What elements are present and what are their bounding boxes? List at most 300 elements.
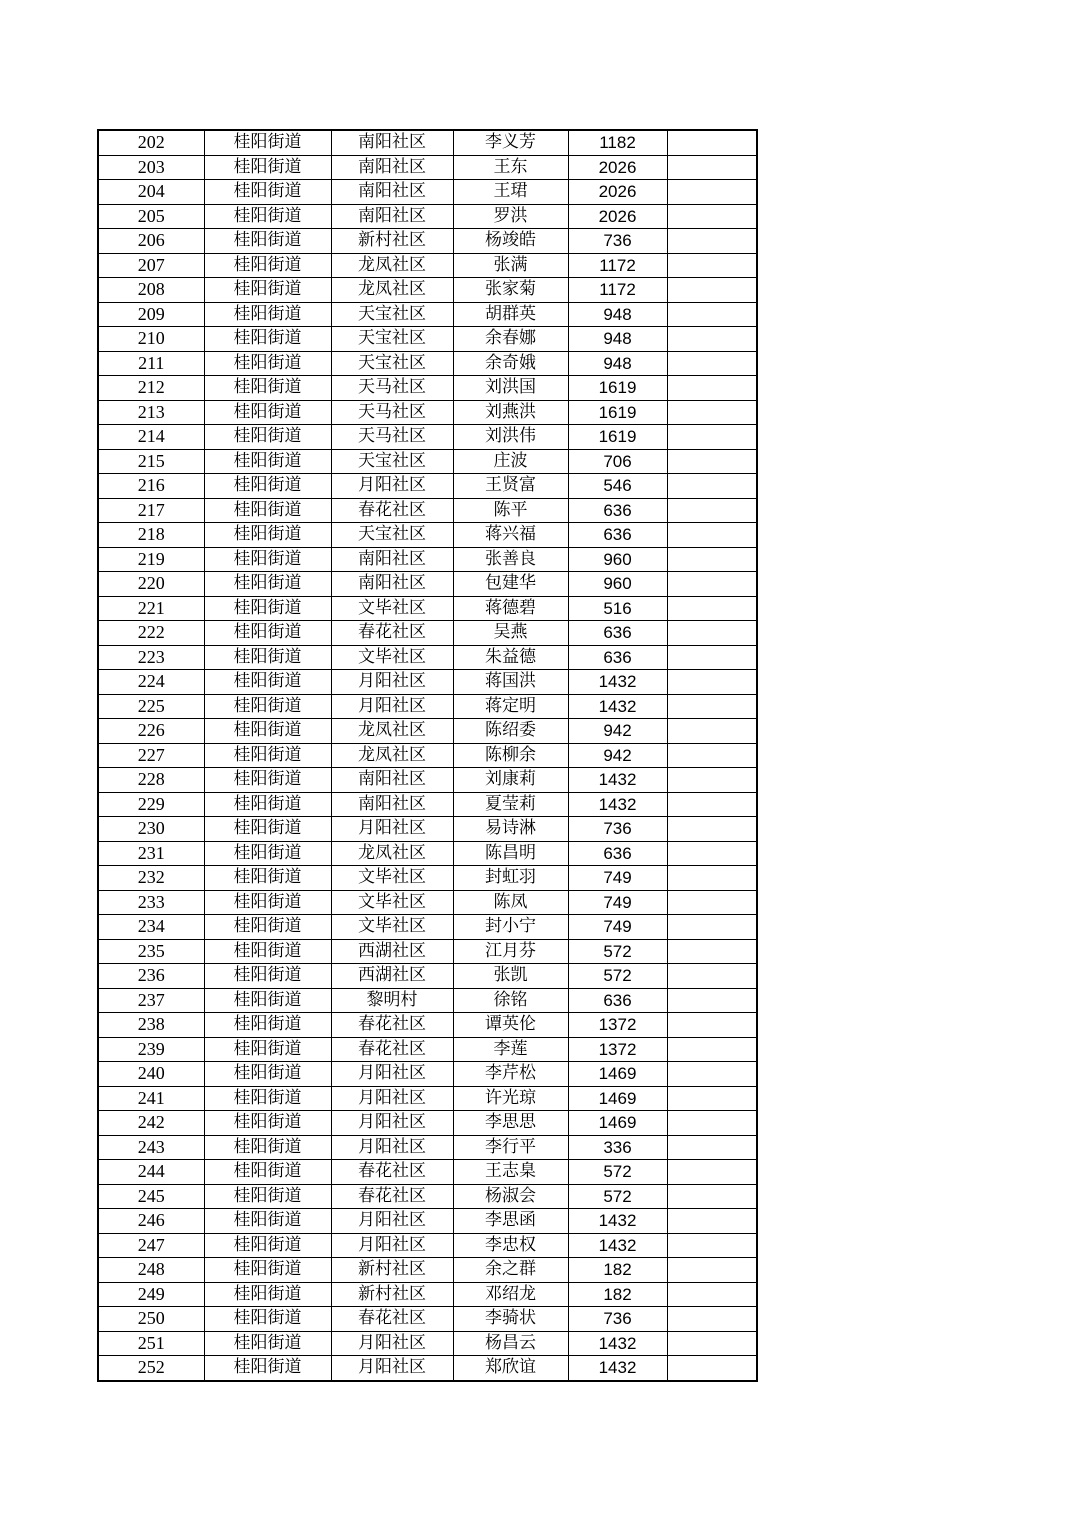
amount-cell: 942 (568, 743, 667, 768)
street-cell: 桂阳街道 (204, 890, 331, 915)
table-row (98, 841, 757, 866)
row-number-cell: 247 (98, 1233, 204, 1258)
amount-cell: 749 (568, 890, 667, 915)
amount-cell: 948 (568, 327, 667, 352)
table-row (98, 1184, 757, 1209)
name-cell: 许光琼 (453, 1086, 568, 1111)
row-number-cell: 213 (98, 400, 204, 425)
table-row (98, 523, 757, 548)
amount-cell: 1372 (568, 1013, 667, 1038)
row-number-cell: 202 (98, 130, 204, 155)
table-row (98, 817, 757, 842)
remark-cell (667, 817, 757, 842)
community-cell: 春花社区 (331, 1037, 453, 1062)
street-cell: 桂阳街道 (204, 1209, 331, 1234)
community-cell: 月阳社区 (331, 1233, 453, 1258)
remark-cell (667, 743, 757, 768)
name-cell: 张凯 (453, 964, 568, 989)
remark-cell (667, 964, 757, 989)
remark-cell (667, 915, 757, 940)
row-number-cell: 236 (98, 964, 204, 989)
remark-cell (667, 278, 757, 303)
remark-cell (667, 890, 757, 915)
table-body (98, 130, 757, 1381)
table-row (98, 1356, 757, 1381)
remark-cell (667, 694, 757, 719)
remark-cell (667, 449, 757, 474)
row-number-cell: 218 (98, 523, 204, 548)
street-cell: 桂阳街道 (204, 964, 331, 989)
remark-cell (667, 939, 757, 964)
table-row (98, 1282, 757, 1307)
name-cell: 刘洪国 (453, 376, 568, 401)
remark-cell (667, 866, 757, 891)
row-number-cell: 248 (98, 1258, 204, 1283)
row-number-cell: 251 (98, 1331, 204, 1356)
street-cell: 桂阳街道 (204, 1356, 331, 1381)
street-cell: 桂阳街道 (204, 939, 331, 964)
community-cell: 月阳社区 (331, 670, 453, 695)
amount-cell: 546 (568, 474, 667, 499)
amount-cell: 572 (568, 939, 667, 964)
row-number-cell: 244 (98, 1160, 204, 1185)
community-cell: 天马社区 (331, 400, 453, 425)
remark-cell (667, 1062, 757, 1087)
amount-cell: 2026 (568, 155, 667, 180)
community-cell: 月阳社区 (331, 817, 453, 842)
street-cell: 桂阳街道 (204, 670, 331, 695)
name-cell: 刘康莉 (453, 768, 568, 793)
community-cell: 天马社区 (331, 425, 453, 450)
street-cell: 桂阳街道 (204, 596, 331, 621)
name-cell: 包建华 (453, 572, 568, 597)
name-cell: 李思函 (453, 1209, 568, 1234)
name-cell: 陈平 (453, 498, 568, 523)
street-cell: 桂阳街道 (204, 327, 331, 352)
table-row (98, 596, 757, 621)
remark-cell (667, 130, 757, 155)
table-row (98, 400, 757, 425)
table-row (98, 719, 757, 744)
name-cell: 杨淑会 (453, 1184, 568, 1209)
table-row (98, 866, 757, 891)
name-cell: 王志臬 (453, 1160, 568, 1185)
remark-cell (667, 474, 757, 499)
amount-cell: 1469 (568, 1086, 667, 1111)
amount-cell: 1432 (568, 1356, 667, 1381)
table-row (98, 155, 757, 180)
remark-cell (667, 1184, 757, 1209)
community-cell: 文毕社区 (331, 866, 453, 891)
row-number-cell: 207 (98, 253, 204, 278)
amount-cell: 1182 (568, 130, 667, 155)
amount-cell: 572 (568, 964, 667, 989)
street-cell: 桂阳街道 (204, 1331, 331, 1356)
row-number-cell: 210 (98, 327, 204, 352)
community-cell: 月阳社区 (331, 1135, 453, 1160)
name-cell: 封小宁 (453, 915, 568, 940)
row-number-cell: 252 (98, 1356, 204, 1381)
amount-cell: 736 (568, 229, 667, 254)
street-cell: 桂阳街道 (204, 498, 331, 523)
community-cell: 南阳社区 (331, 768, 453, 793)
amount-cell: 2026 (568, 204, 667, 229)
amount-cell: 636 (568, 523, 667, 548)
community-cell: 春花社区 (331, 1160, 453, 1185)
community-cell: 新村社区 (331, 1282, 453, 1307)
table-row (98, 792, 757, 817)
amount-cell: 636 (568, 498, 667, 523)
table-row (98, 253, 757, 278)
table-row (98, 547, 757, 572)
amount-cell: 1432 (568, 1233, 667, 1258)
community-cell: 新村社区 (331, 229, 453, 254)
row-number-cell: 206 (98, 229, 204, 254)
name-cell: 罗洪 (453, 204, 568, 229)
row-number-cell: 235 (98, 939, 204, 964)
table-row (98, 351, 757, 376)
amount-cell: 636 (568, 621, 667, 646)
remark-cell (667, 204, 757, 229)
remark-cell (667, 351, 757, 376)
table-row (98, 572, 757, 597)
amount-cell: 1172 (568, 253, 667, 278)
street-cell: 桂阳街道 (204, 792, 331, 817)
community-cell: 南阳社区 (331, 204, 453, 229)
street-cell: 桂阳街道 (204, 1135, 331, 1160)
table-row (98, 1209, 757, 1234)
name-cell: 蒋国洪 (453, 670, 568, 695)
table-row (98, 694, 757, 719)
row-number-cell: 234 (98, 915, 204, 940)
amount-cell: 736 (568, 1307, 667, 1332)
remark-cell (667, 498, 757, 523)
street-cell: 桂阳街道 (204, 523, 331, 548)
remark-cell (667, 425, 757, 450)
community-cell: 龙凤社区 (331, 743, 453, 768)
remark-cell (667, 768, 757, 793)
name-cell: 陈绍委 (453, 719, 568, 744)
table-row (98, 1160, 757, 1185)
name-cell: 吴燕 (453, 621, 568, 646)
community-cell: 月阳社区 (331, 1209, 453, 1234)
community-cell: 天宝社区 (331, 302, 453, 327)
remark-cell (667, 1086, 757, 1111)
table-row (98, 474, 757, 499)
street-cell: 桂阳街道 (204, 1160, 331, 1185)
street-cell: 桂阳街道 (204, 841, 331, 866)
amount-cell: 2026 (568, 180, 667, 205)
street-cell: 桂阳街道 (204, 1233, 331, 1258)
row-number-cell: 220 (98, 572, 204, 597)
remark-cell (667, 1331, 757, 1356)
remark-cell (667, 988, 757, 1013)
street-cell: 桂阳街道 (204, 278, 331, 303)
table-row (98, 670, 757, 695)
community-cell: 文毕社区 (331, 890, 453, 915)
name-cell: 李义芳 (453, 130, 568, 155)
name-cell: 蒋兴福 (453, 523, 568, 548)
name-cell: 陈昌明 (453, 841, 568, 866)
amount-cell: 749 (568, 915, 667, 940)
street-cell: 桂阳街道 (204, 572, 331, 597)
row-number-cell: 243 (98, 1135, 204, 1160)
street-cell: 桂阳街道 (204, 719, 331, 744)
name-cell: 蒋德碧 (453, 596, 568, 621)
remark-cell (667, 327, 757, 352)
row-number-cell: 221 (98, 596, 204, 621)
name-cell: 朱益德 (453, 645, 568, 670)
name-cell: 李忠权 (453, 1233, 568, 1258)
row-number-cell: 238 (98, 1013, 204, 1038)
table-row (98, 229, 757, 254)
table-row (98, 939, 757, 964)
community-cell: 天宝社区 (331, 449, 453, 474)
name-cell: 郑欣谊 (453, 1356, 568, 1381)
name-cell: 谭英伦 (453, 1013, 568, 1038)
amount-cell: 960 (568, 572, 667, 597)
remark-cell (667, 645, 757, 670)
table-row (98, 1307, 757, 1332)
street-cell: 桂阳街道 (204, 376, 331, 401)
community-cell: 月阳社区 (331, 694, 453, 719)
row-number-cell: 250 (98, 1307, 204, 1332)
community-cell: 南阳社区 (331, 180, 453, 205)
name-cell: 陈凤 (453, 890, 568, 915)
street-cell: 桂阳街道 (204, 1184, 331, 1209)
amount-cell: 1432 (568, 792, 667, 817)
table-row (98, 376, 757, 401)
street-cell: 桂阳街道 (204, 130, 331, 155)
remark-cell (667, 229, 757, 254)
amount-cell: 1432 (568, 768, 667, 793)
name-cell: 李骑状 (453, 1307, 568, 1332)
table-row (98, 302, 757, 327)
remark-cell (667, 523, 757, 548)
name-cell: 易诗淋 (453, 817, 568, 842)
community-cell: 月阳社区 (331, 1111, 453, 1136)
community-cell: 春花社区 (331, 621, 453, 646)
amount-cell: 1469 (568, 1062, 667, 1087)
street-cell: 桂阳街道 (204, 915, 331, 940)
row-number-cell: 239 (98, 1037, 204, 1062)
street-cell: 桂阳街道 (204, 400, 331, 425)
street-cell: 桂阳街道 (204, 180, 331, 205)
community-cell: 南阳社区 (331, 792, 453, 817)
street-cell: 桂阳街道 (204, 621, 331, 646)
row-number-cell: 208 (98, 278, 204, 303)
remark-cell (667, 719, 757, 744)
remark-cell (667, 302, 757, 327)
name-cell: 封虹羽 (453, 866, 568, 891)
street-cell: 桂阳街道 (204, 229, 331, 254)
remark-cell (667, 1356, 757, 1381)
remark-cell (667, 155, 757, 180)
row-number-cell: 216 (98, 474, 204, 499)
amount-cell: 1432 (568, 1209, 667, 1234)
data-table (97, 129, 758, 1382)
amount-cell: 1372 (568, 1037, 667, 1062)
remark-cell (667, 1111, 757, 1136)
name-cell: 余奇娥 (453, 351, 568, 376)
remark-cell (667, 572, 757, 597)
row-number-cell: 249 (98, 1282, 204, 1307)
table-row (98, 621, 757, 646)
row-number-cell: 225 (98, 694, 204, 719)
community-cell: 文毕社区 (331, 645, 453, 670)
amount-cell: 960 (568, 547, 667, 572)
amount-cell: 336 (568, 1135, 667, 1160)
row-number-cell: 237 (98, 988, 204, 1013)
street-cell: 桂阳街道 (204, 155, 331, 180)
table-row (98, 425, 757, 450)
community-cell: 天宝社区 (331, 351, 453, 376)
name-cell: 庄波 (453, 449, 568, 474)
table-row (98, 449, 757, 474)
row-number-cell: 242 (98, 1111, 204, 1136)
street-cell: 桂阳街道 (204, 253, 331, 278)
amount-cell: 636 (568, 841, 667, 866)
street-cell: 桂阳街道 (204, 474, 331, 499)
remark-cell (667, 1233, 757, 1258)
amount-cell: 749 (568, 866, 667, 891)
community-cell: 文毕社区 (331, 596, 453, 621)
street-cell: 桂阳街道 (204, 743, 331, 768)
name-cell: 陈柳余 (453, 743, 568, 768)
community-cell: 西湖社区 (331, 939, 453, 964)
community-cell: 月阳社区 (331, 1086, 453, 1111)
row-number-cell: 214 (98, 425, 204, 450)
amount-cell: 736 (568, 817, 667, 842)
community-cell: 月阳社区 (331, 474, 453, 499)
community-cell: 南阳社区 (331, 572, 453, 597)
street-cell: 桂阳街道 (204, 817, 331, 842)
table-row (98, 1331, 757, 1356)
street-cell: 桂阳街道 (204, 425, 331, 450)
row-number-cell: 245 (98, 1184, 204, 1209)
name-cell: 李莲 (453, 1037, 568, 1062)
community-cell: 龙凤社区 (331, 278, 453, 303)
table-row (98, 988, 757, 1013)
table-row (98, 768, 757, 793)
street-cell: 桂阳街道 (204, 547, 331, 572)
row-number-cell: 227 (98, 743, 204, 768)
name-cell: 蒋定明 (453, 694, 568, 719)
table-row (98, 1135, 757, 1160)
row-number-cell: 241 (98, 1086, 204, 1111)
table-row (98, 204, 757, 229)
amount-cell: 1619 (568, 376, 667, 401)
name-cell: 江月芬 (453, 939, 568, 964)
street-cell: 桂阳街道 (204, 204, 331, 229)
remark-cell (667, 1307, 757, 1332)
row-number-cell: 212 (98, 376, 204, 401)
row-number-cell: 232 (98, 866, 204, 891)
name-cell: 王东 (453, 155, 568, 180)
community-cell: 天宝社区 (331, 523, 453, 548)
name-cell: 李行平 (453, 1135, 568, 1160)
name-cell: 杨昌云 (453, 1331, 568, 1356)
community-cell: 月阳社区 (331, 1331, 453, 1356)
name-cell: 邓绍龙 (453, 1282, 568, 1307)
amount-cell: 182 (568, 1282, 667, 1307)
community-cell: 天马社区 (331, 376, 453, 401)
table-row (98, 1013, 757, 1038)
name-cell: 刘洪伟 (453, 425, 568, 450)
row-number-cell: 226 (98, 719, 204, 744)
row-number-cell: 211 (98, 351, 204, 376)
street-cell: 桂阳街道 (204, 694, 331, 719)
table-row (98, 327, 757, 352)
remark-cell (667, 376, 757, 401)
table-row (98, 964, 757, 989)
remark-cell (667, 1160, 757, 1185)
remark-cell (667, 841, 757, 866)
street-cell: 桂阳街道 (204, 449, 331, 474)
row-number-cell: 209 (98, 302, 204, 327)
street-cell: 桂阳街道 (204, 1013, 331, 1038)
community-cell: 黎明村 (331, 988, 453, 1013)
name-cell: 刘燕洪 (453, 400, 568, 425)
remark-cell (667, 180, 757, 205)
name-cell: 余春娜 (453, 327, 568, 352)
remark-cell (667, 1282, 757, 1307)
table-row (98, 1233, 757, 1258)
community-cell: 新村社区 (331, 1258, 453, 1283)
community-cell: 春花社区 (331, 1307, 453, 1332)
amount-cell: 1619 (568, 400, 667, 425)
remark-cell (667, 670, 757, 695)
amount-cell: 948 (568, 351, 667, 376)
row-number-cell: 230 (98, 817, 204, 842)
street-cell: 桂阳街道 (204, 866, 331, 891)
amount-cell: 1432 (568, 1331, 667, 1356)
street-cell: 桂阳街道 (204, 351, 331, 376)
remark-cell (667, 1209, 757, 1234)
amount-cell: 572 (568, 1184, 667, 1209)
amount-cell: 636 (568, 988, 667, 1013)
community-cell: 春花社区 (331, 498, 453, 523)
amount-cell: 636 (568, 645, 667, 670)
row-number-cell: 228 (98, 768, 204, 793)
row-number-cell: 205 (98, 204, 204, 229)
remark-cell (667, 400, 757, 425)
name-cell: 徐铭 (453, 988, 568, 1013)
name-cell: 王贤富 (453, 474, 568, 499)
community-cell: 龙凤社区 (331, 253, 453, 278)
amount-cell: 572 (568, 1160, 667, 1185)
row-number-cell: 231 (98, 841, 204, 866)
table-row (98, 180, 757, 205)
row-number-cell: 217 (98, 498, 204, 523)
amount-cell: 1469 (568, 1111, 667, 1136)
community-cell: 龙凤社区 (331, 719, 453, 744)
community-cell: 南阳社区 (331, 130, 453, 155)
street-cell: 桂阳街道 (204, 1282, 331, 1307)
street-cell: 桂阳街道 (204, 1258, 331, 1283)
remark-cell (667, 253, 757, 278)
street-cell: 桂阳街道 (204, 1037, 331, 1062)
row-number-cell: 222 (98, 621, 204, 646)
row-number-cell: 223 (98, 645, 204, 670)
table-row (98, 1111, 757, 1136)
row-number-cell: 246 (98, 1209, 204, 1234)
table-row (98, 498, 757, 523)
name-cell: 王珺 (453, 180, 568, 205)
amount-cell: 516 (568, 596, 667, 621)
street-cell: 桂阳街道 (204, 1086, 331, 1111)
community-cell: 龙凤社区 (331, 841, 453, 866)
